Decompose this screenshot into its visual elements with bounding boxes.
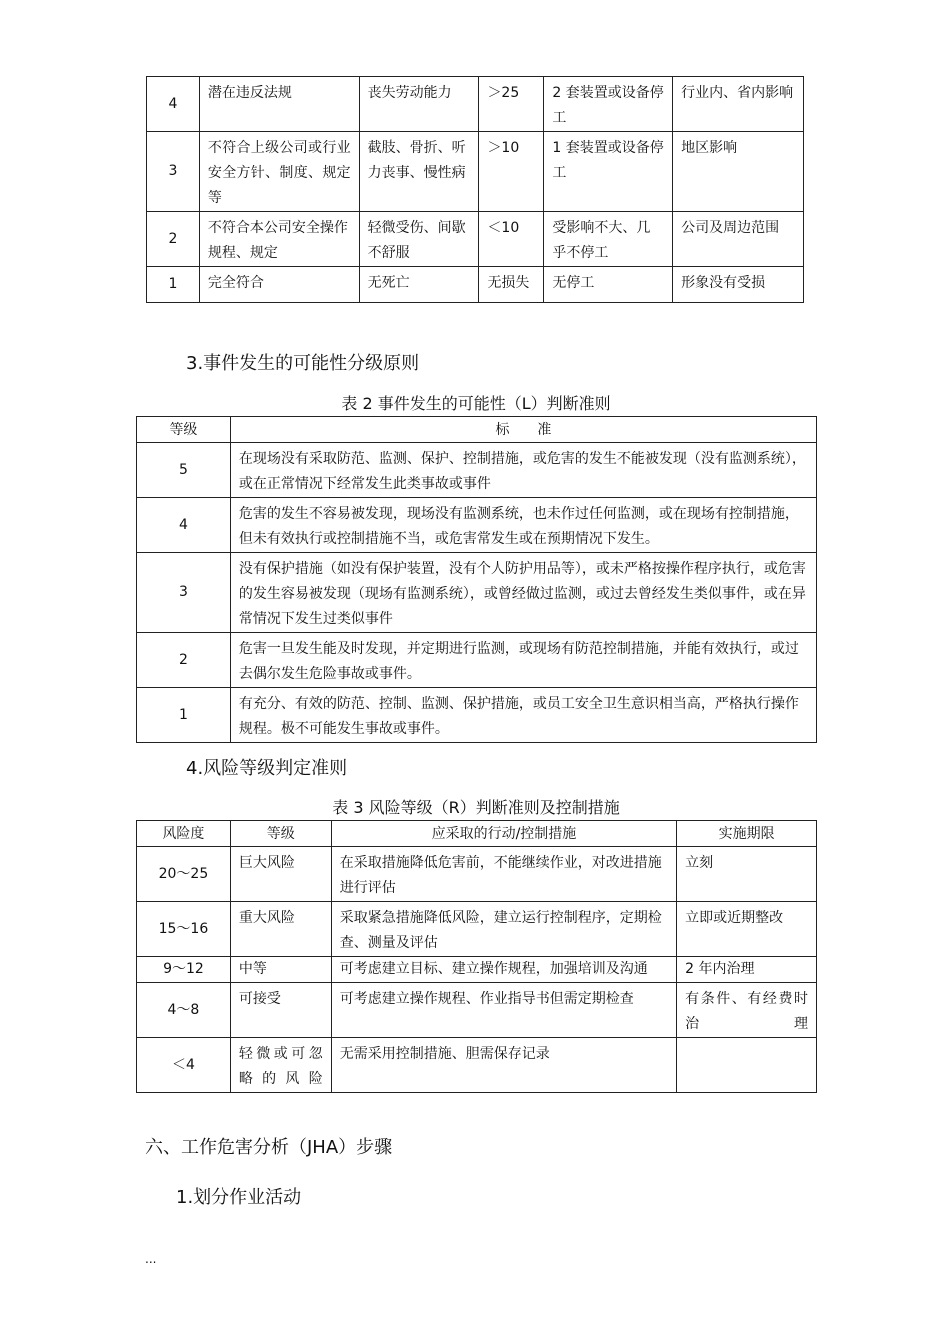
table-row: [147, 212, 804, 267]
table-cell: [677, 1038, 817, 1093]
table-cell: 4: [137, 498, 231, 553]
section-heading: 3.事件发生的可能性分级原则: [186, 353, 420, 374]
table-caption: 表 2 事件发生的可能性（L）判断准则: [341, 394, 611, 413]
table-cell: ＜10: [479, 212, 544, 267]
table-cell: 中等: [230, 957, 331, 983]
table-cell: 地区影响: [673, 132, 804, 212]
table-cell: 无需采用控制措施、胆需保存记录: [331, 1038, 676, 1093]
table-cell: 重大风险: [230, 902, 331, 957]
table-cell: 20～25: [137, 847, 231, 902]
table-cell: ＜4: [137, 1038, 231, 1093]
table-row: [137, 443, 817, 498]
risk-level-table: [136, 820, 817, 1093]
table-cell: 没有保护措施（如没有保护装置，没有个人防护用品等），或未严格按操作程序执行，或危害的发生容易被发现（现场有监测系统），或曾经做过监测，或过去曾经发生类似事件，或在异常情况下发生过类似事件: [230, 553, 816, 633]
table-cell: 丧失劳动能力: [359, 77, 479, 132]
table-cell: 潜在违反法规: [199, 77, 359, 132]
table-cell: 4～8: [137, 983, 231, 1038]
table-row: [137, 902, 817, 957]
table-cell: 截肢、骨折、听力丧事、慢性病: [359, 132, 479, 212]
column-header: 标 准: [230, 417, 816, 443]
page-footer: ...: [145, 1252, 157, 1266]
table-cell: 无停工: [544, 267, 673, 303]
column-header: 风险度: [137, 821, 231, 847]
table-row: [137, 498, 817, 553]
table-cell: 完全符合: [199, 267, 359, 303]
column-header: 应采取的行动/控制措施: [331, 821, 676, 847]
column-header: 等级: [137, 417, 231, 443]
table-cell: 在现场没有采取防范、监测、保护、控制措施，或危害的发生不能被发现（没有监测系统），或在正常情况下经常发生此类事故或事件: [230, 443, 816, 498]
table-cell: 4: [147, 77, 200, 132]
table-cell: 2 年内治理: [677, 957, 817, 983]
table-cell: 2: [137, 633, 231, 688]
table-cell: 立即或近期整改: [677, 902, 817, 957]
table-row: [137, 688, 817, 743]
table-header-row: [137, 821, 817, 847]
table-cell: 1 套装置或设备停工: [544, 132, 673, 212]
table-cell: 5: [137, 443, 231, 498]
column-header: 等级: [230, 821, 331, 847]
section-heading: 六、工作危害分析（JHA）步骤: [145, 1137, 393, 1158]
table-cell: 3: [147, 132, 200, 212]
table-cell: 可考虑建立操作规程、作业指导书但需定期检查: [331, 983, 676, 1038]
section-heading: 4.风险等级判定准则: [186, 758, 348, 779]
table-row: [147, 77, 804, 132]
table-header-row: [137, 417, 817, 443]
table-cell: 2: [147, 212, 200, 267]
table-cell: 无损失: [479, 267, 544, 303]
likelihood-table: [136, 416, 817, 743]
table-cell: 危害的发生不容易被发现，现场没有监测系统，也未作过任何监测，或在现场有控制措施，但未有效执行或控制措施不当，或危害常发生或在预期情况下发生。: [230, 498, 816, 553]
column-header: 实施期限: [677, 821, 817, 847]
table-cell: ＞25: [479, 77, 544, 132]
table-cell: 形象没有受损: [673, 267, 804, 303]
severity-table: [146, 76, 804, 303]
table-row: [137, 1038, 817, 1093]
table-cell: 2 套装置或设备停工: [544, 77, 673, 132]
table-cell: 不符合上级公司或行业安全方针、制度、规定等: [199, 132, 359, 212]
table-row: [147, 267, 804, 303]
table-cell: 无死亡: [359, 267, 479, 303]
table-row: [137, 553, 817, 633]
table-row: [137, 847, 817, 902]
table-cell: 巨大风险: [230, 847, 331, 902]
table-cell: 9～12: [137, 957, 231, 983]
table-cell: 3: [137, 553, 231, 633]
table-cell: 采取紧急措施降低风险，建立运行控制程序，定期检查、测量及评估: [331, 902, 676, 957]
table-row: [147, 132, 804, 212]
subsection-heading: 1.划分作业活动: [176, 1187, 302, 1208]
table-cell: 受影响不大、几乎不停工: [544, 212, 673, 267]
table-cell: 立刻: [677, 847, 817, 902]
table-cell: 1: [137, 688, 231, 743]
table-row: [137, 957, 817, 983]
table-cell: 轻微受伤、间歇不舒服: [359, 212, 479, 267]
table-cell: 轻微或可忽略的风险: [230, 1038, 331, 1093]
table-cell: 可接受: [230, 983, 331, 1038]
table-cell: 在采取措施降低危害前，不能继续作业，对改进措施进行评估: [331, 847, 676, 902]
table-cell: 可考虑建立目标、建立操作规程，加强培训及沟通: [331, 957, 676, 983]
table-caption: 表 3 风险等级（R）判断准则及控制措施: [332, 798, 620, 817]
table-cell: 有充分、有效的防范、控制、监测、保护措施，或员工安全卫生意识相当高，严格执行操作规程。极不可能发生事故或事件。: [230, 688, 816, 743]
table-cell: 公司及周边范围: [673, 212, 804, 267]
table-cell: 不符合本公司安全操作规程、规定: [199, 212, 359, 267]
table-cell: 1: [147, 267, 200, 303]
table-row: [137, 633, 817, 688]
table-row: [137, 983, 817, 1038]
table-cell: 危害一旦发生能及时发现，并定期进行监测，或现场有防范控制措施，并能有效执行，或过去偶尔发生危险事故或事件。: [230, 633, 816, 688]
table-cell: ＞10: [479, 132, 544, 212]
table-cell: 有条件、有经费时治理: [677, 983, 817, 1038]
table-cell: 行业内、省内影响: [673, 77, 804, 132]
table-cell: 15～16: [137, 902, 231, 957]
